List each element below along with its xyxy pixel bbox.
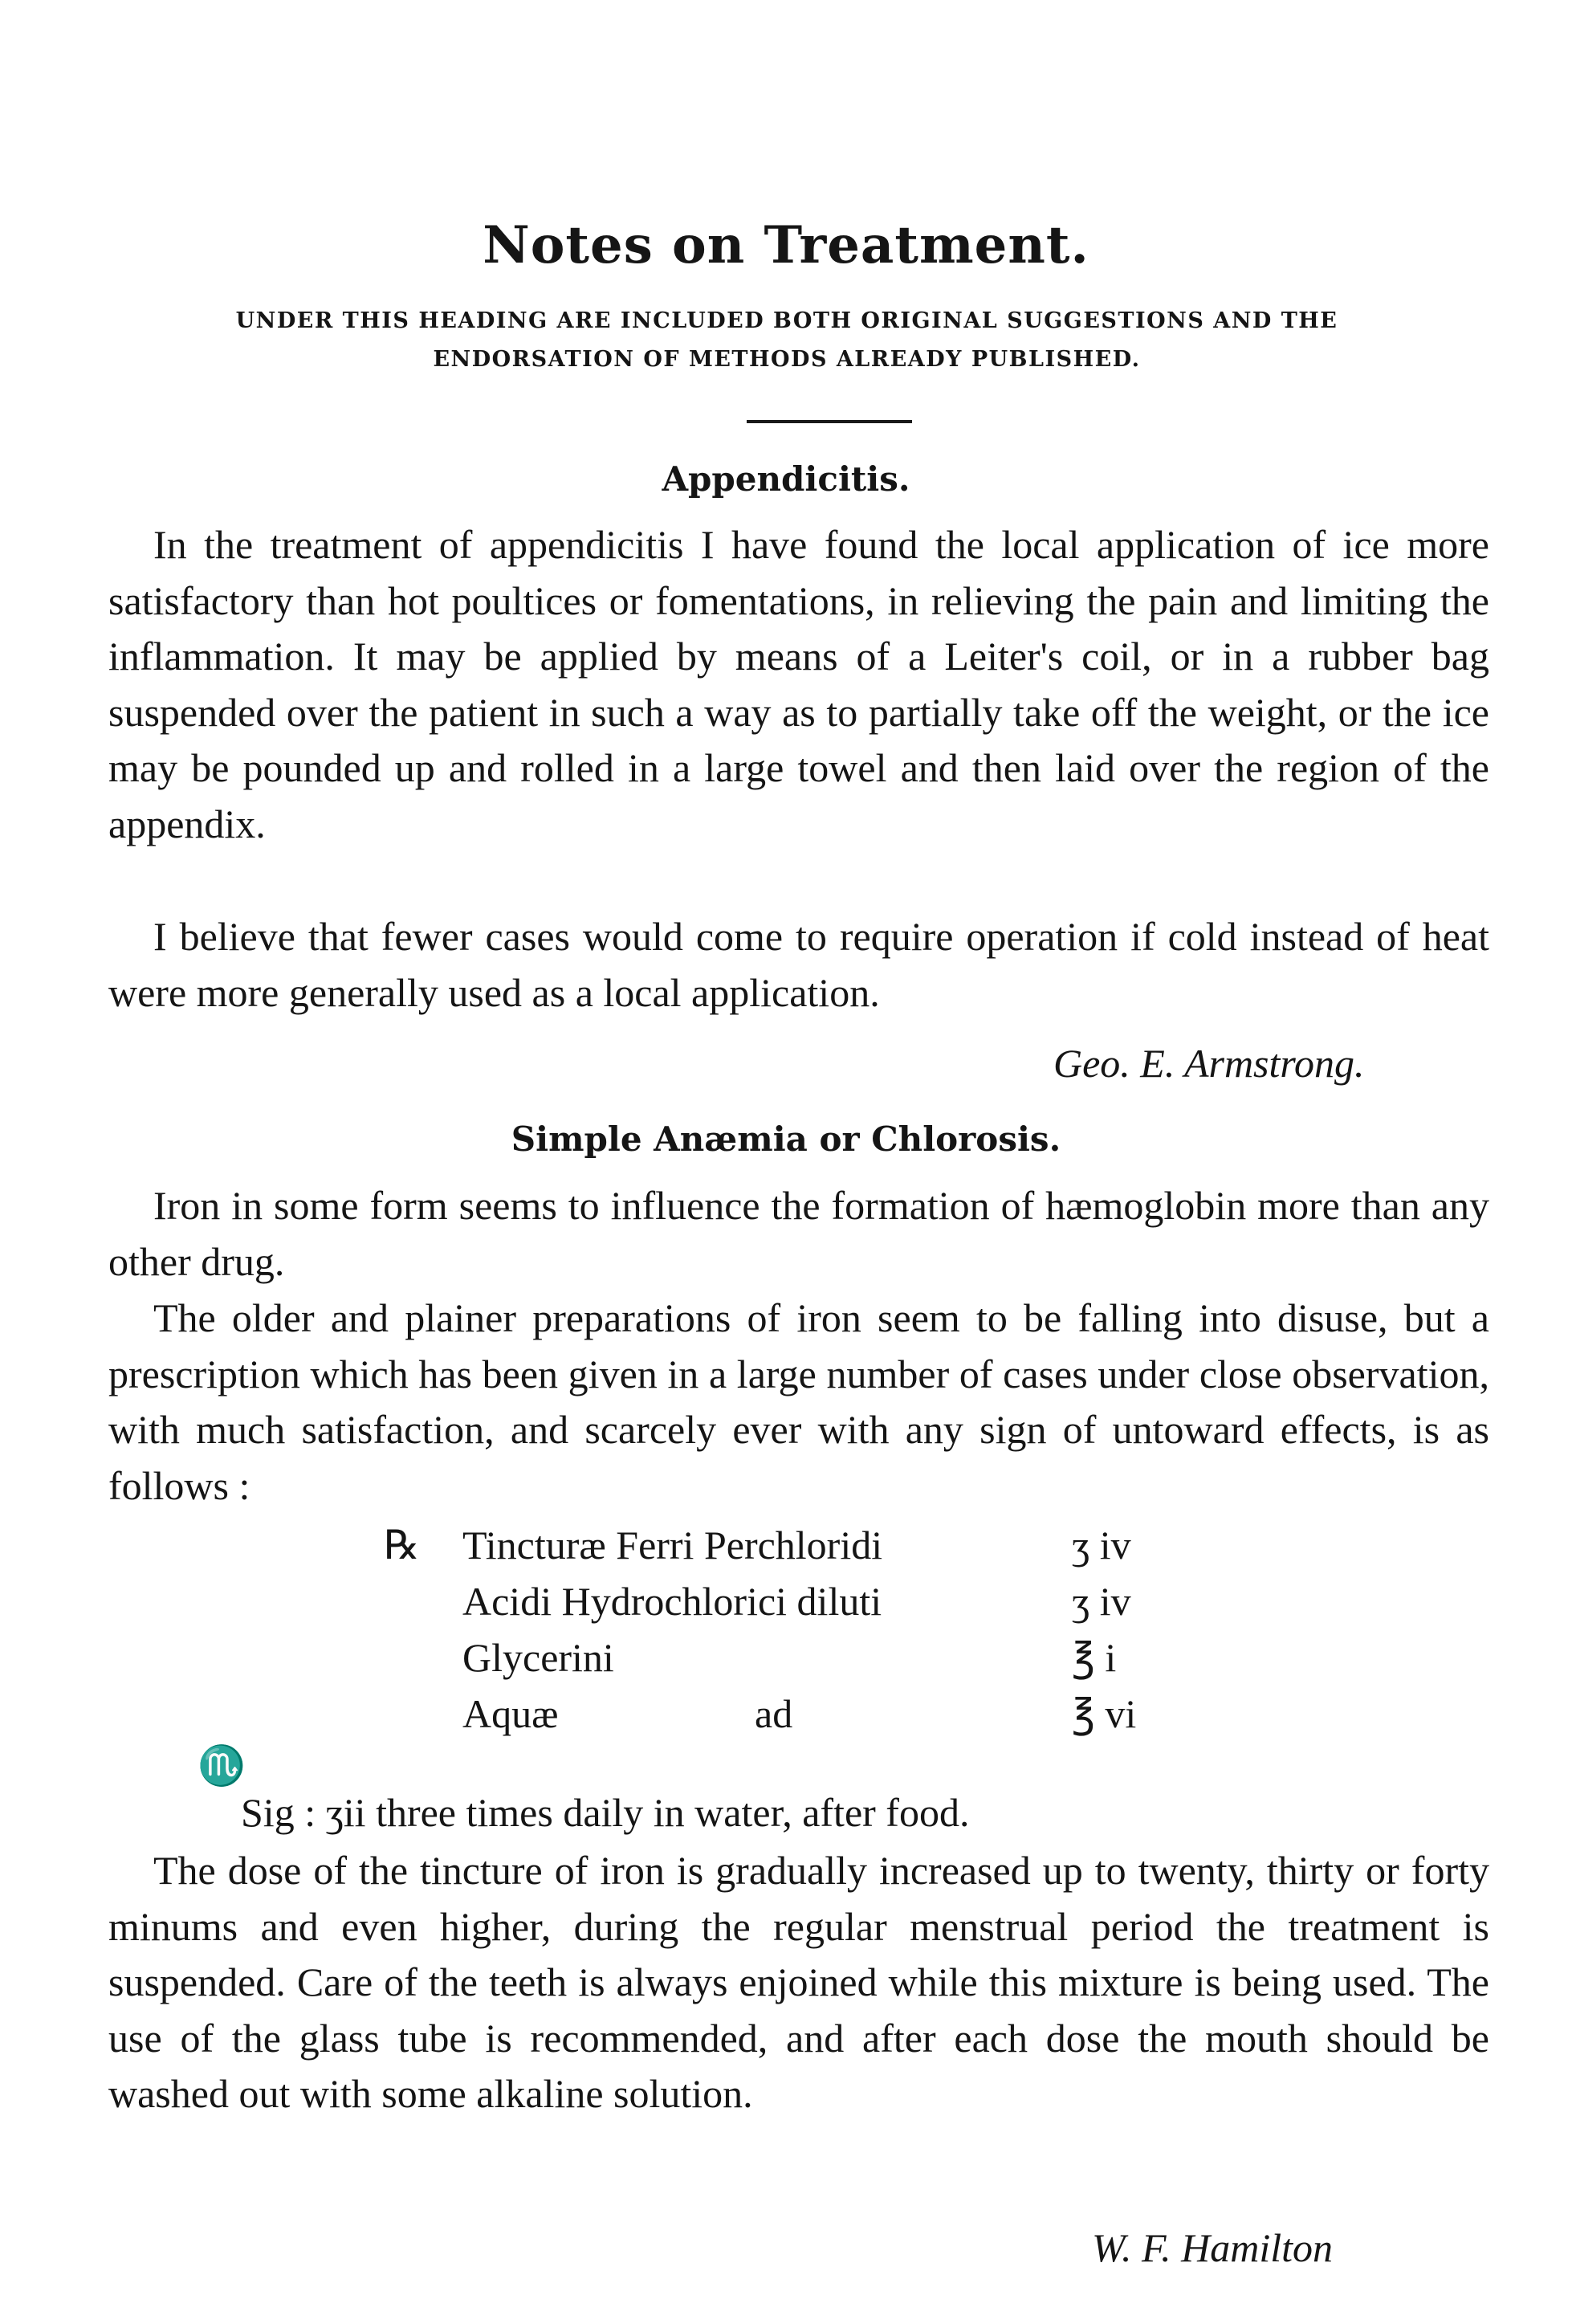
section-title-appendicitis: Appendicitis. — [662, 459, 910, 499]
prescription-ingredient-4: Aquæ — [462, 1691, 559, 1736]
section-title-anaemia: Simple Anæmia or Chlorosis. — [511, 1119, 1061, 1159]
recipe-symbol: ℞ — [384, 1523, 420, 1568]
heading-subnote-line-2: ENDORSATION OF METHODS ALREADY PUBLISHED. — [433, 347, 1141, 372]
prescription-sig: Sig : ʒii three times daily in water, after food. — [241, 1790, 970, 1835]
prescription-amount-3: ℥ i — [1072, 1635, 1117, 1680]
heading-rule — [747, 420, 912, 423]
minim-mark: ♏ — [198, 1745, 246, 1788]
anaemia-paragraph-1 — [108, 1178, 1489, 1290]
prescription-note-4: ad — [755, 1691, 793, 1736]
prescription-ingredient-3: Glycerini — [462, 1635, 614, 1680]
appendicitis-paragraph-1 — [108, 517, 1489, 853]
anaemia-paragraph-1-text: Iron in some form seems to influence the formation of hæmoglobin more than any other drug. — [108, 1183, 1489, 1284]
anaemia-paragraph-3-text: The dose of the tincture of iron is gradually increased up to twenty, thirty or forty minums and even higher, during the regular menstrual period the treatment is suspended. Care of the teeth is always enjoined while this mixture is being used. The use of the glass tube is recommended, and after each dose the mouth should be washed out with some alkaline solution. — [108, 1848, 1489, 2117]
appendicitis-signature: Geo. E. Armstrong. — [1053, 1041, 1365, 1086]
anaemia-paragraph-2 — [108, 1290, 1489, 1514]
anaemia-signature: W. F. Hamilton — [1092, 2225, 1334, 2270]
prescription-ingredient-1: Tincturæ Ferri Perchloridi — [462, 1523, 883, 1568]
prescription-amount-2: ʒ iv — [1072, 1579, 1131, 1624]
anaemia-paragraph-3 — [108, 1843, 1489, 2122]
appendicitis-paragraph-1-text: In the treatment of appendicitis I have found the local application of ice more satisfactory than hot poultices or fomentations, in relieving the pain and limiting the inflammation. It may be applied by means of a Leiter's coil, or in a rubber bag suspended over the patient in such a way as to partially take off the weight, or the ice may be pounded up and rolled in a large towel and then laid over the region of the appendix. — [108, 522, 1489, 846]
heading-subnote-line-1: UNDER THIS HEADING ARE INCLUDED BOTH ORIGINAL SUGGESTIONS AND THE — [235, 308, 1338, 333]
appendicitis-paragraph-2-text: I believe that fewer cases would come to require operation if cold instead of heat were more generally used as a local application. — [108, 914, 1489, 1015]
appendicitis-paragraph-2 — [108, 909, 1489, 1021]
anaemia-paragraph-2-text: The older and plainer preparations of iron seem to be falling into disuse, but a prescription which has been given in a large number of cases under close observation, with much satisfaction, and scarcely ever with any sign of untoward effects, is as follows : — [108, 1295, 1489, 1508]
page-heading: Notes on Treatment. — [483, 215, 1089, 275]
prescription-ingredient-2: Acidi Hydrochlorici diluti — [462, 1579, 882, 1624]
prescription-amount-4: ℥ vi — [1072, 1691, 1137, 1736]
prescription-amount-1: ʒ iv — [1072, 1523, 1131, 1568]
